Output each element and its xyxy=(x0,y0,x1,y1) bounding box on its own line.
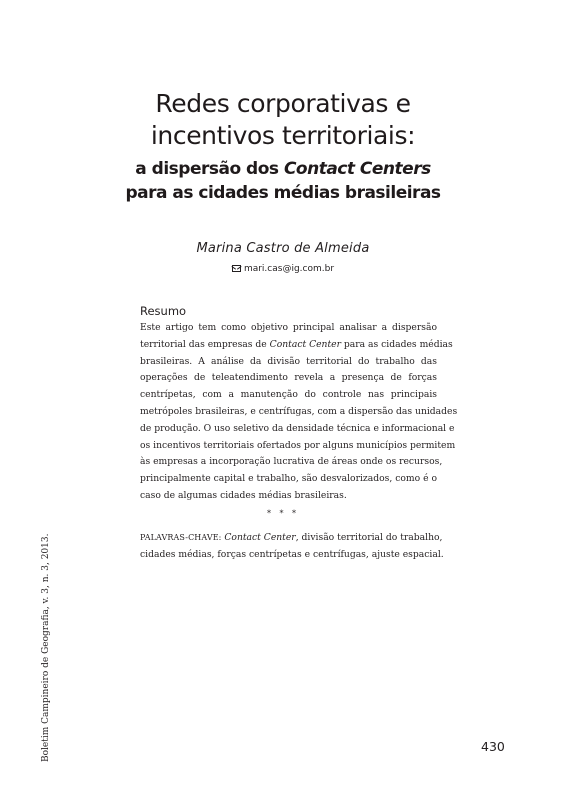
author-email-line xyxy=(0,263,566,275)
subtitle-emphasis: Contact Centers xyxy=(283,159,431,179)
author-email[interactable]: mari.cas@ig.com.br xyxy=(243,264,335,274)
abstract-line: centrípetas, com a manutenção do controle nas principais xyxy=(140,389,437,401)
abstract-emphasis: Contact Center xyxy=(269,338,341,350)
abstract-line: brasileiras. A análise da divisão territorial do trabalho das xyxy=(140,355,437,367)
subtitle-line-2: para as cidades médias brasileiras xyxy=(125,183,441,203)
keywords-line-2: cidades médias, forças centrípetas e centrífugas, ajuste espacial. xyxy=(140,548,444,560)
journal-citation: Boletim Campineiro de Geografia, v. 3, n. 3, 2013. xyxy=(41,533,51,762)
keywords-text: , divisão territorial do trabalho, xyxy=(295,532,443,543)
subtitle-text: a dispersão dos xyxy=(135,159,284,179)
abstract-line: de produção. O uso seletivo da densidade técnica e informacional e xyxy=(140,422,455,434)
title-line-1: Redes corporativas e xyxy=(155,89,411,118)
envelope-icon xyxy=(232,265,241,272)
keywords-label: PALAVRAS-CHAVE: xyxy=(140,533,222,542)
abstract-body xyxy=(140,320,458,505)
abstract-line: os incentivos territoriais ofertados por alguns municípios permitem xyxy=(140,439,456,451)
article-title xyxy=(0,88,566,152)
abstract-line: metrópoles brasileiras, e centrífugas, com a dispersão das unidades xyxy=(140,405,458,417)
keywords-emphasis: Contact Center xyxy=(224,532,296,543)
abstract-heading: Resumo xyxy=(140,304,187,318)
keywords-block xyxy=(140,530,444,564)
abstract-line: Este artigo tem como objetivo principal analisar a dispersão xyxy=(140,322,437,333)
article-subtitle xyxy=(0,157,566,205)
page-number: 430 xyxy=(481,739,505,754)
abstract-line: operações de teleatendimento revela a presença de forças xyxy=(140,372,437,384)
abstract-text: para as cidades médias xyxy=(340,338,453,350)
abstract-line xyxy=(140,337,453,354)
abstract-line: caso de algumas cidades médias brasileiras. xyxy=(140,489,347,501)
abstract-line: principalmente capital e trabalho, são desvalorizados, como é o xyxy=(140,473,437,485)
author-name: Marina Castro de Almeida xyxy=(196,241,370,256)
abstract-line: às empresas a incorporação lucrativa de áreas onde os recursos, xyxy=(140,456,443,468)
section-separator: * * * xyxy=(266,509,300,518)
subtitle-line-1 xyxy=(0,157,566,181)
abstract-text: territorial das empresas de xyxy=(140,338,270,350)
title-line-2: incentivos territoriais: xyxy=(150,121,416,150)
keywords-line-1 xyxy=(140,530,443,547)
